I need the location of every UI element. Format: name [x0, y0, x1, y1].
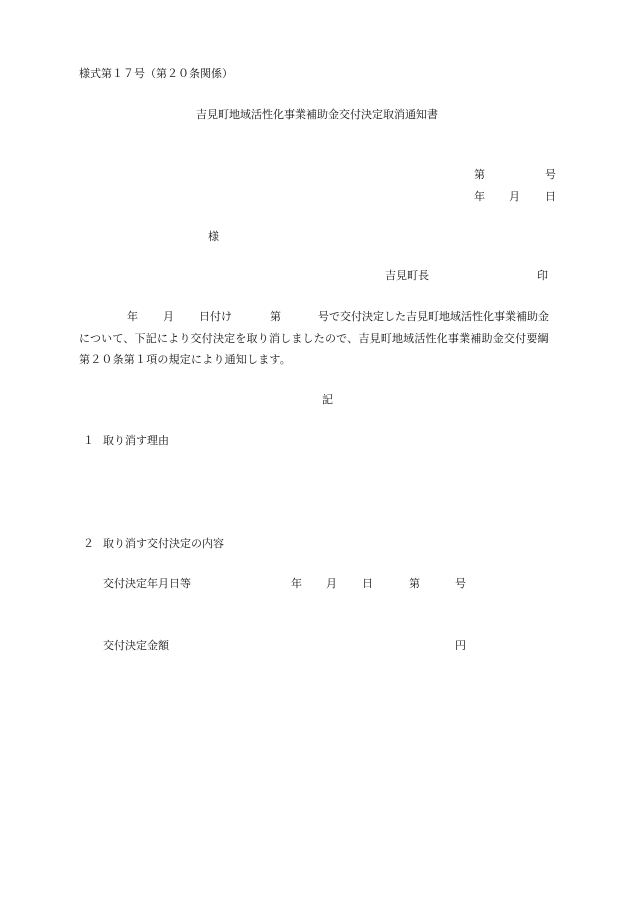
decision-amount-unit: 円: [455, 639, 466, 652]
seal-mark: 印: [537, 269, 548, 282]
body-line3: 第２０条第１項の規定により通知します。: [79, 353, 291, 366]
form-label: 様式第１７号（第２０条関係）: [79, 67, 233, 80]
body-no-prefix: 第: [270, 310, 281, 323]
issuer-title: 吉見町長: [385, 269, 429, 282]
body-dated: 日付け: [199, 310, 232, 323]
addressee-suffix: 様: [208, 230, 219, 243]
decision-date-month: 月: [326, 577, 337, 590]
ki-heading: 記: [322, 393, 333, 406]
body-year: 年: [127, 310, 138, 323]
body-month: 月: [163, 310, 174, 323]
section2-number: ２: [83, 537, 94, 550]
document-title: 吉見町地域活性化事業補助金交付決定取消通知書: [196, 108, 438, 121]
section1-number: １: [83, 434, 94, 447]
doc-date-year: 年: [474, 190, 485, 203]
decision-amount-label: 交付決定金額: [103, 639, 169, 652]
doc-number-suffix: 号: [545, 168, 556, 181]
decision-date-year: 年: [291, 577, 302, 590]
decision-no-suffix: 号: [455, 577, 466, 590]
decision-date-day: 日: [362, 577, 373, 590]
doc-number-prefix: 第: [474, 168, 485, 181]
body-line1-rest: 号で交付決定した吉見町地域活性化事業補助金: [318, 310, 549, 323]
decision-no-prefix: 第: [409, 577, 420, 590]
body-line2: について、下記により交付決定を取り消しましたので、吉見町地域活性化事業補助金交付要綱: [79, 332, 549, 345]
decision-date-label: 交付決定年月日等: [103, 577, 191, 590]
doc-date-day: 日: [545, 190, 556, 203]
doc-date-month: 月: [509, 190, 520, 203]
section1-label: 取り消す理由: [103, 434, 169, 447]
section2-label: 取り消す交付決定の内容: [103, 537, 224, 550]
